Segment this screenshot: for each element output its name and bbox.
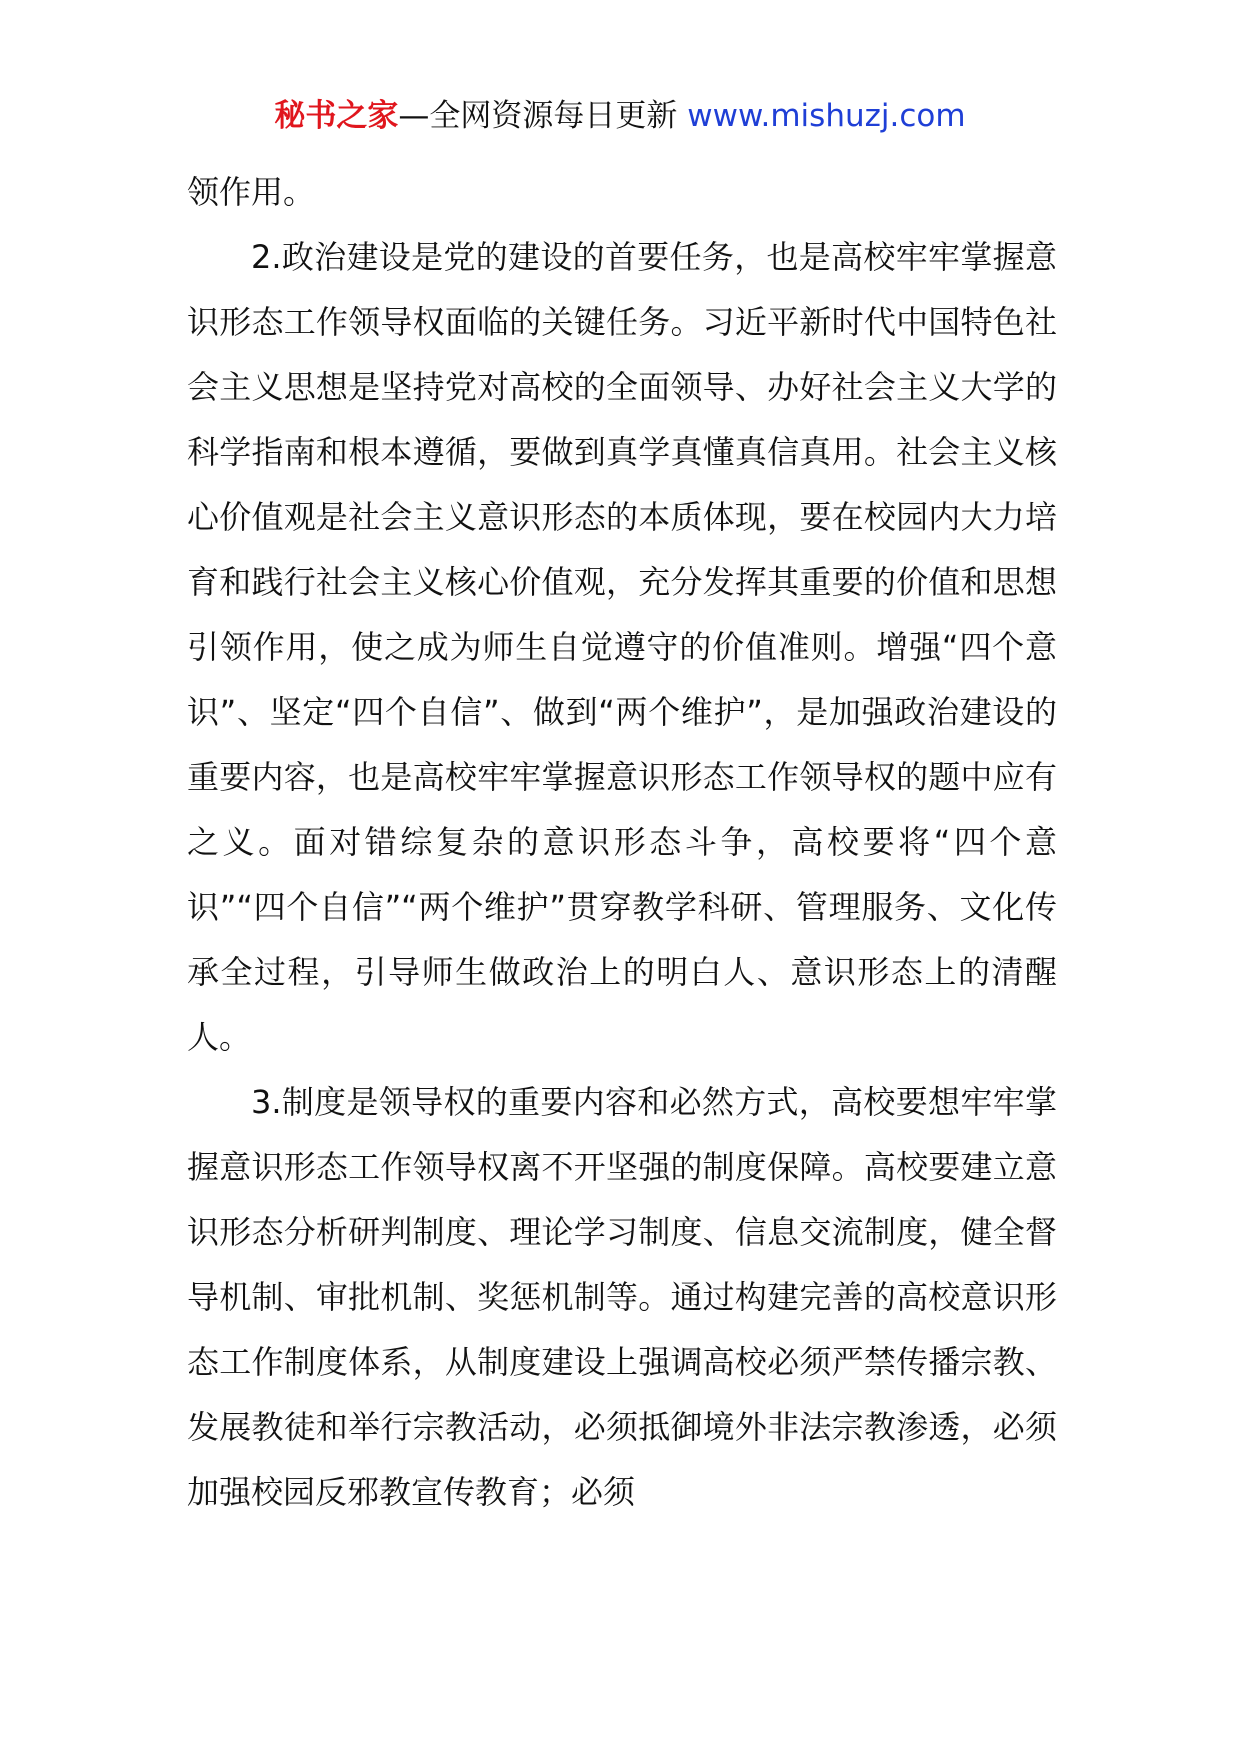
paragraph-continuation: 领作用。 [187, 173, 316, 211]
brand-name: 秘书之家 [274, 98, 399, 134]
document-body [187, 160, 1057, 1525]
page-header [0, 96, 1240, 136]
paragraph-institutional-guarantee: 3.制度是领导权的重要内容和必然方式，高校要想牢牢掌握意识形态工作领导权离不开坚强的制度保障。高校要建立意识形态分析研判制度、理论学习制度、信息交流制度，健全督导机制、审批机制、奖惩机制等。通过构建完善的高校意识形态工作制度体系，从制度建设上强调高校必须严禁传播宗教、发展教徒和举行宗教活动，必须抵御境外非法宗教渗透，必须加强校园反邪教宣传教育；必须 [187, 1083, 1057, 1511]
paragraph-political-construction: 2.政治建设是党的建设的首要任务，也是高校牢牢掌握意识形态工作领导权面临的关键任务。习近平新时代中国特色社会主义思想是坚持党对高校的全面领导、办好社会主义大学的科学指南和根本遵循，要做到真学真懂真信真用。社会主义核心价值观是社会主义意识形态的本质体现，要在校园内大力培育和践行社会主义核心价值观，充分发挥其重要的价值和思想引领作用，使之成为师生自觉遵守的价值准则。增强“四个意识”、坚定“四个自信”、做到“两个维护”，是加强政治建设的重要内容，也是高校牢牢掌握意识形态工作领导权的题中应有之义。面对错综复杂的意识形态斗争，高校要将“四个意识”“四个自信”“两个维护”贯穿教学科研、管理服务、文化传承全过程，引导师生做政治上的明白人、意识形态上的清醒人。 [187, 238, 1057, 1056]
header-tagline: —全网资源每日更新 [398, 98, 688, 134]
website-link[interactable]: www.mishuzj.com [687, 98, 966, 134]
